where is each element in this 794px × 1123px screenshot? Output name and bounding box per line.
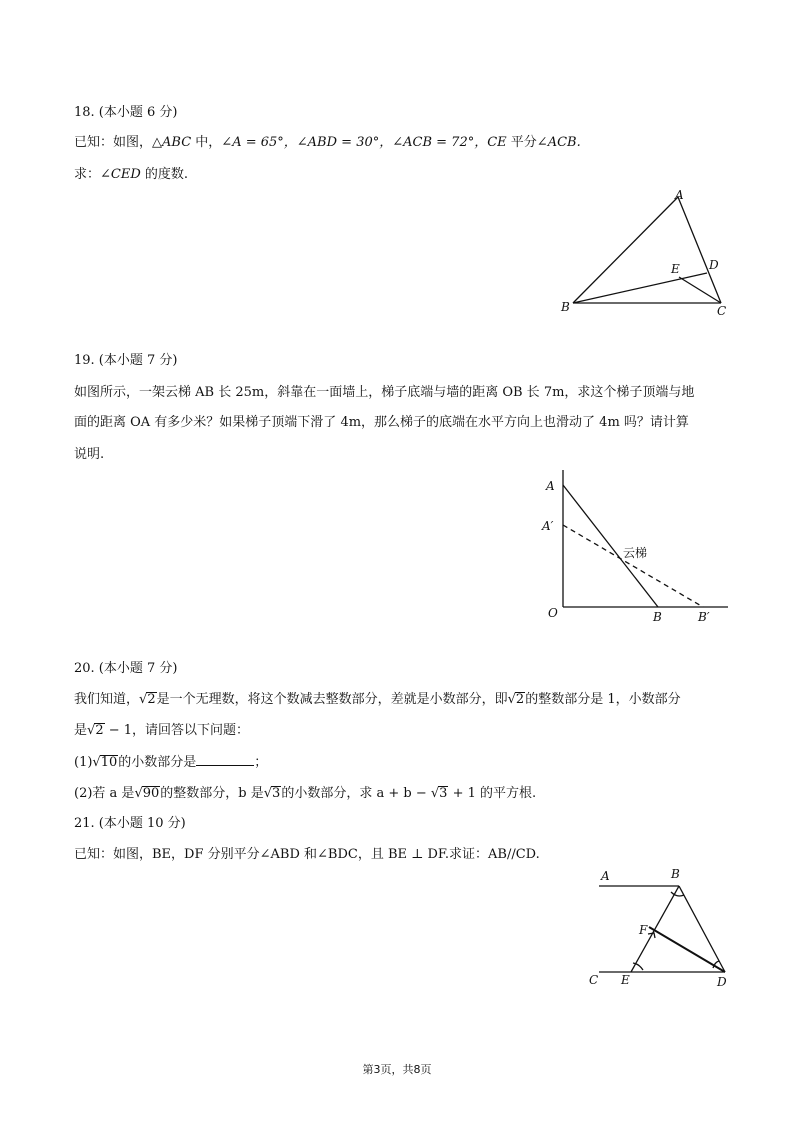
q19-line1: 如图所示，一架云梯 AB 长 25m，斜靠在一面墙上，梯子底端与墙的距离 OB 长 7m，求这个梯子顶端与地 [74, 385, 695, 400]
q20-p2-b: 的整数部分，b 是 [160, 786, 264, 801]
q18-given-post: 平分 [506, 135, 537, 150]
q20-line1-a: 我们知道， [74, 692, 140, 707]
q20-line1-c: 的整数部分是 1，小数部分 [525, 692, 681, 707]
q18-label-e: E [671, 262, 680, 276]
q20-sqrt-3b: 3 [439, 786, 448, 801]
q19-header: 19. (本小题 7 分) [74, 353, 178, 368]
q21-label-f: F [639, 923, 648, 937]
q20-line1: 我们知道，√2是一个无理数，将这个数减去整数部分，差就是小数部分，即√2的整数部分是 1，小数部分 [74, 692, 681, 707]
q21-header: 21. (本小题 10 分) [74, 816, 186, 831]
q18-label-c: C [717, 304, 727, 318]
q20-sqrt-2c: 2 [95, 723, 104, 738]
q18-header: 18. (本小题 6 分) [74, 105, 178, 120]
q20-answer-blank[interactable] [196, 753, 254, 766]
q18-figure [555, 185, 735, 320]
q20-line2: 是√2 − 1，请回答以下问题： [74, 723, 250, 738]
q19-figure [538, 465, 738, 630]
q18-ask-math: ∠CED [100, 167, 141, 182]
q18-ask [74, 166, 188, 184]
q18-label-d: D [709, 258, 719, 272]
q18-given-end: ∠ACB. [536, 135, 581, 150]
q18-label-b: B [561, 300, 570, 314]
q20-part1: (1)√10的小数部分是 ； [74, 755, 268, 770]
q20-header: 20. (本小题 7 分) [74, 661, 178, 676]
q18-triangle: △ABC [152, 135, 192, 150]
q19-label-b: B [653, 610, 662, 624]
q18-ask-pre: 求： [74, 167, 101, 182]
q21-label-a: A [601, 869, 610, 883]
q20-sqrt-3: 3 [272, 786, 281, 801]
q19-line2: 面的距离 OA 有多少米？如果梯子顶端下滑了 4m，那么梯子的底端在水平方向上也滑动了 4m 吗？请计算 [74, 415, 689, 430]
q19-label-a: A [546, 479, 555, 493]
q18-given-pre: 已知：如图， [74, 135, 153, 150]
q20-p1-a: (1) [74, 755, 93, 770]
q18-given [74, 134, 581, 152]
q19-label-a-prime: A′ [542, 519, 554, 533]
q20-part2: (2)若 a 是√90的整数部分，b 是√3的小数部分，求 a + b − √3 + 1 的平方根. [74, 786, 537, 801]
q21-figure [585, 862, 735, 992]
q20-sqrt-10: 10 [100, 755, 118, 770]
q19-label-o: O [548, 606, 558, 620]
q20-line1-b: 是一个无理数，将这个数减去整数部分，差就是小数部分，即 [156, 692, 508, 707]
q21-label-c: C [589, 973, 599, 987]
q20-line2-a: 是 [74, 723, 88, 738]
q19-ladder-label: 云梯 [623, 546, 648, 560]
q19-label-b-prime: B′ [698, 610, 710, 624]
q20-p1-c: ； [254, 755, 268, 770]
q21-label-b: B [671, 867, 680, 881]
q18-label-a: A [675, 188, 684, 202]
q18-given-mid: 中， [191, 135, 222, 150]
q18-given-math: ∠A = 65°，∠ABD = 30°，∠ACB = 72°，CE [221, 135, 507, 150]
q20-sqrt-90: 90 [142, 786, 160, 801]
q20-sqrt-2b: 2 [515, 692, 525, 707]
q21-label-d: D [717, 975, 727, 989]
q19-line3: 说明. [74, 447, 105, 462]
q21-label-e: E [621, 973, 630, 987]
q20-p2-d: + 1 的平方根. [448, 786, 537, 801]
q21-line1: 已知：如图，BE，DF 分别平分∠ABD 和∠BDC，且 BE ⊥ DF.求证：AB//CD. [74, 847, 540, 862]
q18-ask-post: 的度数. [140, 167, 189, 182]
q20-line2-b: − 1，请回答以下问题： [104, 723, 250, 738]
q20-p1-b: 的小数部分是 [118, 755, 197, 770]
q20-p2-a: (2)若 a 是 [74, 786, 135, 801]
q20-sqrt-2: 2 [147, 692, 156, 707]
q20-p2-c: 的小数部分，求 a + b − [281, 786, 431, 801]
page-footer: 第3页，共8页 [362, 1063, 432, 1076]
